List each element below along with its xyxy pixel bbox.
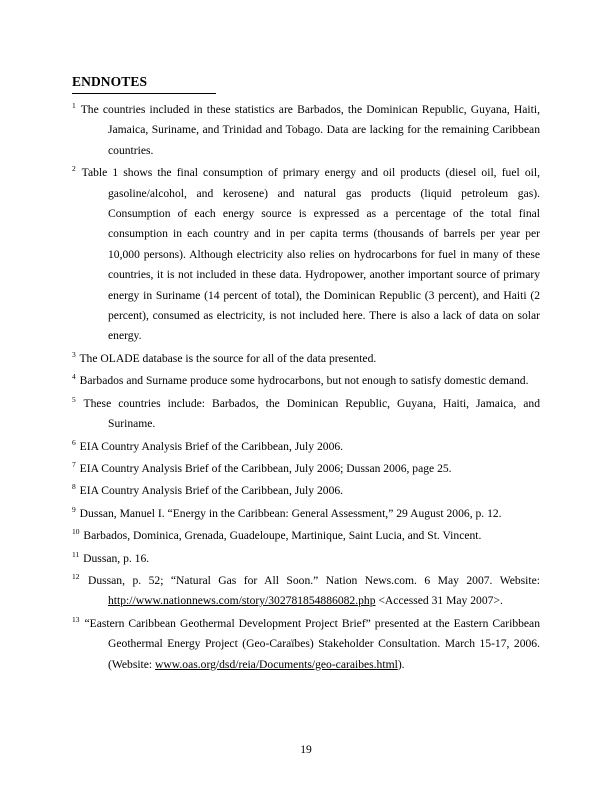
endnote-text: The OLADE database is the source for all of the data presented. [79, 351, 377, 365]
oas-link[interactable]: www.oas.org/dsd/reia/Documents/geo-caraibes.html [155, 657, 398, 671]
endnote-number: 7 [72, 460, 76, 470]
endnote-12 [72, 571, 540, 612]
endnote-number: 2 [72, 164, 76, 174]
endnote-number: 8 [72, 482, 76, 492]
endnote-text: Barbados and Surname produce some hydrocarbons, but not enough to satisfy domestic demand. [79, 374, 529, 388]
endnote-number: 9 [72, 504, 76, 514]
endnote-number: 10 [72, 527, 80, 537]
endnote-number: 3 [72, 350, 76, 360]
endnote-11 [72, 549, 540, 569]
endnote-4 [72, 371, 540, 391]
endnote-number: 12 [72, 572, 80, 582]
endnote-10 [72, 526, 540, 546]
endnote-number: 13 [72, 614, 80, 624]
page-number: 19 [300, 743, 312, 756]
endnotes-list [72, 100, 540, 677]
endnote-text: Table 1 shows the final consumption of primary energy and oil products (diesel oil, fuel oil, gasoline/alcohol, and kerosene) and natural gas products (liquid petroleum gas). Consumption of each energy source is expressed as a percentage of the total final consumption in each country and in per capita terms (thousands of barrels per year per 10,000 persons). Although electricity also relies on hydrocarbons for fuel in many of these countries, it is not included in these data. Hydropower, another important source of primary energy in Suriname (14 percent of total), the Dominican Republic (3 percent), and Haiti (2 percent), consumed as electricity, is not included here. There is also a lack of data on solar energy. [81, 166, 540, 343]
endnote-text: These countries include: Barbados, the Dominican Republic, Guyana, Haiti, Jamaica, and Suriname. [83, 396, 540, 431]
endnote-2 [72, 163, 540, 347]
endnote-number: 1 [72, 101, 76, 111]
endnote-text-tail: <Accessed 31 May 2007>. [375, 594, 503, 608]
endnote-8 [72, 481, 540, 501]
endnote-1 [72, 100, 540, 161]
endnote-text-tail: ). [397, 657, 405, 671]
nationnews-link[interactable]: http://www.nationnews.com/story/302781854886082.php [108, 594, 376, 608]
endnote-number: 11 [72, 549, 80, 559]
endnote-text: EIA Country Analysis Brief of the Caribbean, July 2006. [79, 439, 344, 453]
endnote-text: EIA Country Analysis Brief of the Caribbean, July 2006. [79, 484, 344, 498]
endnote-number: 6 [72, 437, 76, 447]
endnote-number: 5 [72, 394, 76, 404]
endnote-9 [72, 504, 540, 524]
endnote-text: Barbados, Dominica, Grenada, Guadeloupe, Martinique, Saint Lucia, and St. Vincent. [83, 529, 482, 543]
endnote-text: Dussan, Manuel I. “Energy in the Caribbean: General Assessment,” 29 August 2006, p. 12. [79, 506, 502, 520]
endnote-13 [72, 614, 540, 675]
endnote-text: The countries included in these statistics are Barbados, the Dominican Republic, Guyana, Haiti, Jamaica, Suriname, and Trinidad and Tobago. Data are lacking for the remaining Caribbean countries. [80, 103, 540, 157]
endnotes-heading: ENDNOTES [72, 74, 148, 89]
endnote-text: Dussan, p. 16. [83, 551, 150, 565]
endnote-text: “Eastern Caribbean Geothermal Development Project Brief” presented at the Eastern Caribbean Geothermal Energy Project (Geo-Caraïbes) Stakeholder Consultation. March 15-17, 2006. (Website: [84, 616, 540, 671]
endnote-3 [72, 349, 540, 369]
endnote-number: 4 [72, 372, 76, 382]
endnote-7 [72, 459, 540, 479]
heading-rule [72, 93, 216, 94]
endnote-6 [72, 437, 540, 457]
endnote-text: EIA Country Analysis Brief of the Caribbean, July 2006; Dussan 2006, page 25. [79, 461, 452, 475]
endnote-5 [72, 394, 540, 435]
endnote-text: Dussan, p. 52; “Natural Gas for All Soon.” Nation News.com. 6 May 2007. Website: [87, 573, 540, 587]
